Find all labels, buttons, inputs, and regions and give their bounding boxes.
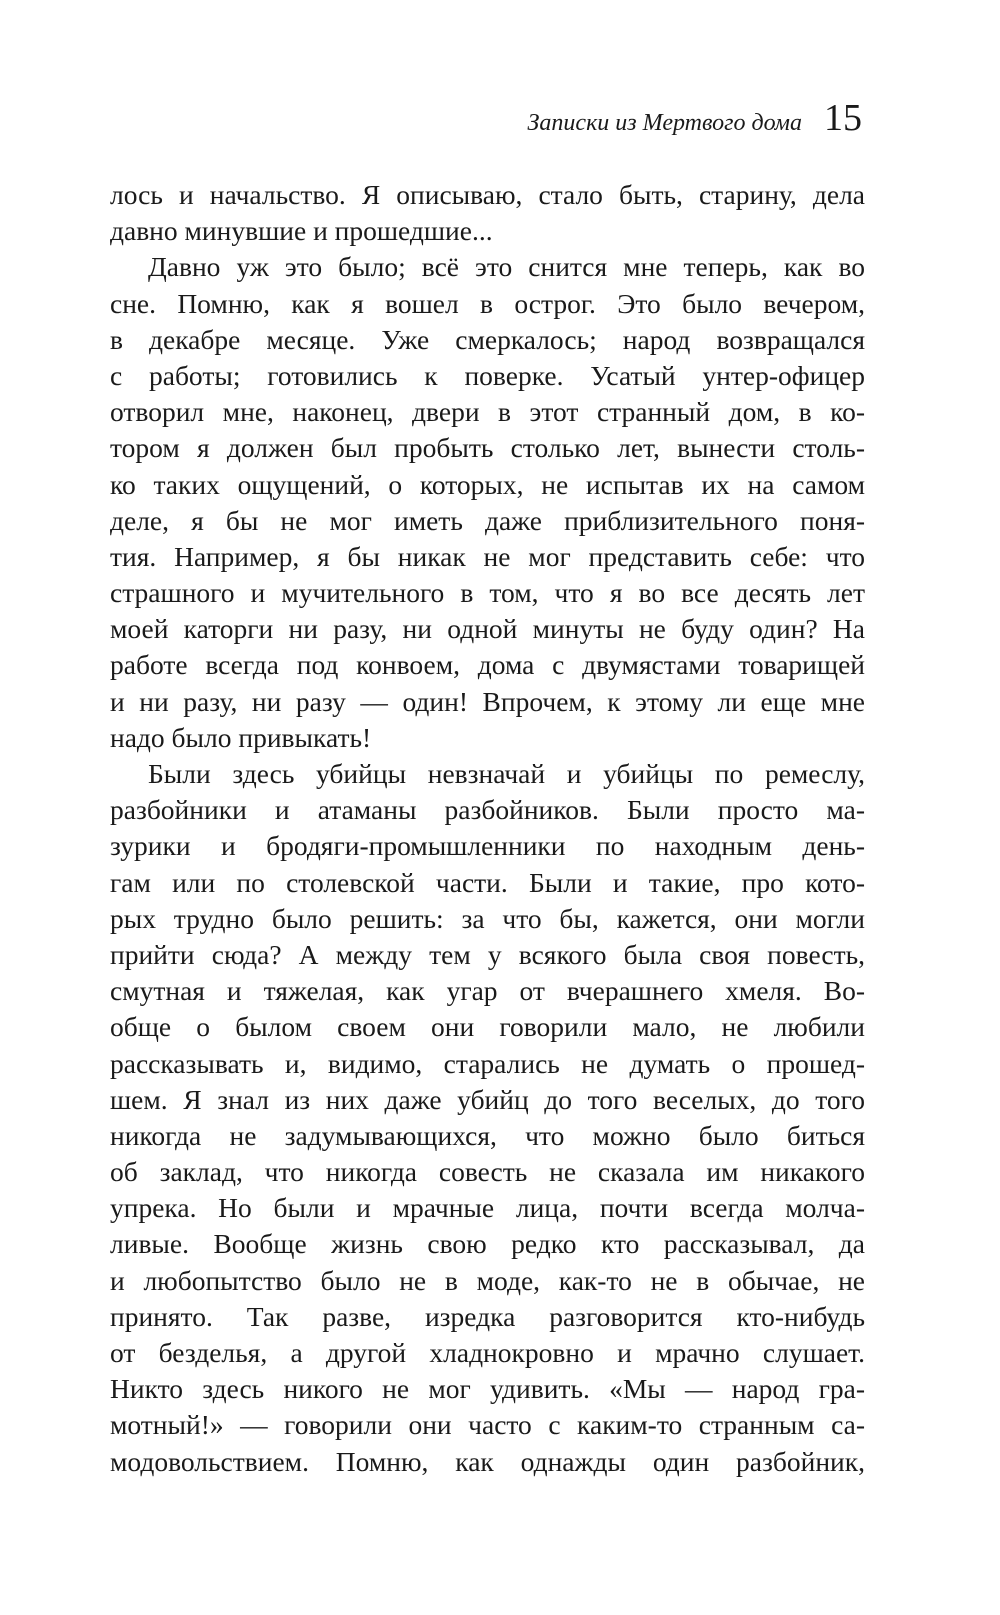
text-line: Были здесь убийцы невзначай и убийцы по ремеслу,	[148, 758, 865, 789]
text-line: отворил мне, наконец, двери в этот странный дом, в ко-	[110, 396, 865, 428]
text-line: гам или по столевской части. Были и такие, про кото-	[110, 866, 865, 898]
text-line: с работы; готовились к поверке. Усатый унтер-офицер	[110, 359, 865, 391]
text-line: модовольствием. Помню, как однажды один разбойник,	[110, 1445, 865, 1477]
text-line: давно минувшие и прошедшие...	[110, 215, 493, 247]
text-line: от безделья, а другой хладнокровно и мрачно слушает.	[110, 1337, 865, 1368]
text-line: работе всегда под конвоем, дома с двумястами товарищей	[110, 649, 865, 681]
text-line: принято. Так разве, изредка разговорится кто-нибудь	[110, 1300, 865, 1332]
text-line: Давно уж это было; всё это снится мне теперь, как во	[148, 251, 865, 283]
text-line: Никто здесь никого не мог удивить. «Мы — народ гра-	[110, 1373, 865, 1405]
text-line: никогда не задумывающихся, что можно было биться	[110, 1119, 865, 1151]
text-line: сне. Помню, как я вошел в острог. Это было вечером,	[110, 287, 865, 319]
text-line: и любопытство было не в моде, как-то не в обычае, не	[110, 1264, 865, 1296]
text-line: и ни разу, ни разу — один! Впрочем, к этому ли еще мне	[110, 685, 865, 717]
text-line: деле, я бы не мог иметь даже приблизительного поня-	[110, 504, 865, 536]
text-line: разбойники и атаманы разбойников. Были просто ма-	[110, 794, 865, 826]
text-line: ливые. Вообще жизнь свою редко кто рассказывал, да	[110, 1228, 865, 1260]
body-text	[110, 177, 865, 1480]
text-line: надо было привыкать!	[110, 721, 372, 753]
text-line: рассказывать и, видимо, старались не думать о прошед-	[110, 1047, 865, 1079]
text-line: прийти сюда? А между тем у всякого была своя повесть,	[110, 938, 865, 970]
text-line: упрека. Но были и мрачные лица, почти всегда молча-	[110, 1192, 865, 1224]
text-line: мотный!» — говорили они часто с каким-то странным са-	[110, 1409, 865, 1441]
running-title: Записки из Мертвого дома	[527, 110, 802, 136]
text-line: об заклад, что никогда совесть не сказала им никакого	[110, 1156, 865, 1188]
text-line: смутная и тяжелая, как угар от вчерашнего хмеля. Во-	[110, 975, 865, 1007]
text-line: шем. Я знал из них даже убийц до того веселых, до того	[110, 1083, 865, 1115]
text-line: лось и начальство. Я описываю, стало быть, старину, дела	[110, 179, 865, 210]
text-line: тором я должен был пробыть столько лет, вынести столь-	[110, 432, 865, 464]
page-number: 15	[824, 97, 862, 139]
text-line: в декабре месяце. Уже смеркалось; народ возвращался	[110, 323, 865, 355]
text-line: зурики и бродяги-промышленники по находным день-	[110, 830, 865, 862]
text-line: тия. Например, я бы никак не мог представить себе: что	[110, 540, 865, 572]
text-line: обще о былом своем они говорили мало, не любили	[110, 1011, 865, 1043]
text-line: моей каторги ни разу, ни одной минуты не буду один? На	[110, 613, 865, 645]
text-line: ко таких ощущений, о которых, не испытав их на самом	[110, 468, 865, 500]
text-line: страшного и мучительного в том, что я во все десять лет	[110, 577, 865, 609]
running-head	[528, 96, 862, 140]
text-line: рых трудно было решить: за что бы, кажется, они могли	[110, 902, 865, 934]
